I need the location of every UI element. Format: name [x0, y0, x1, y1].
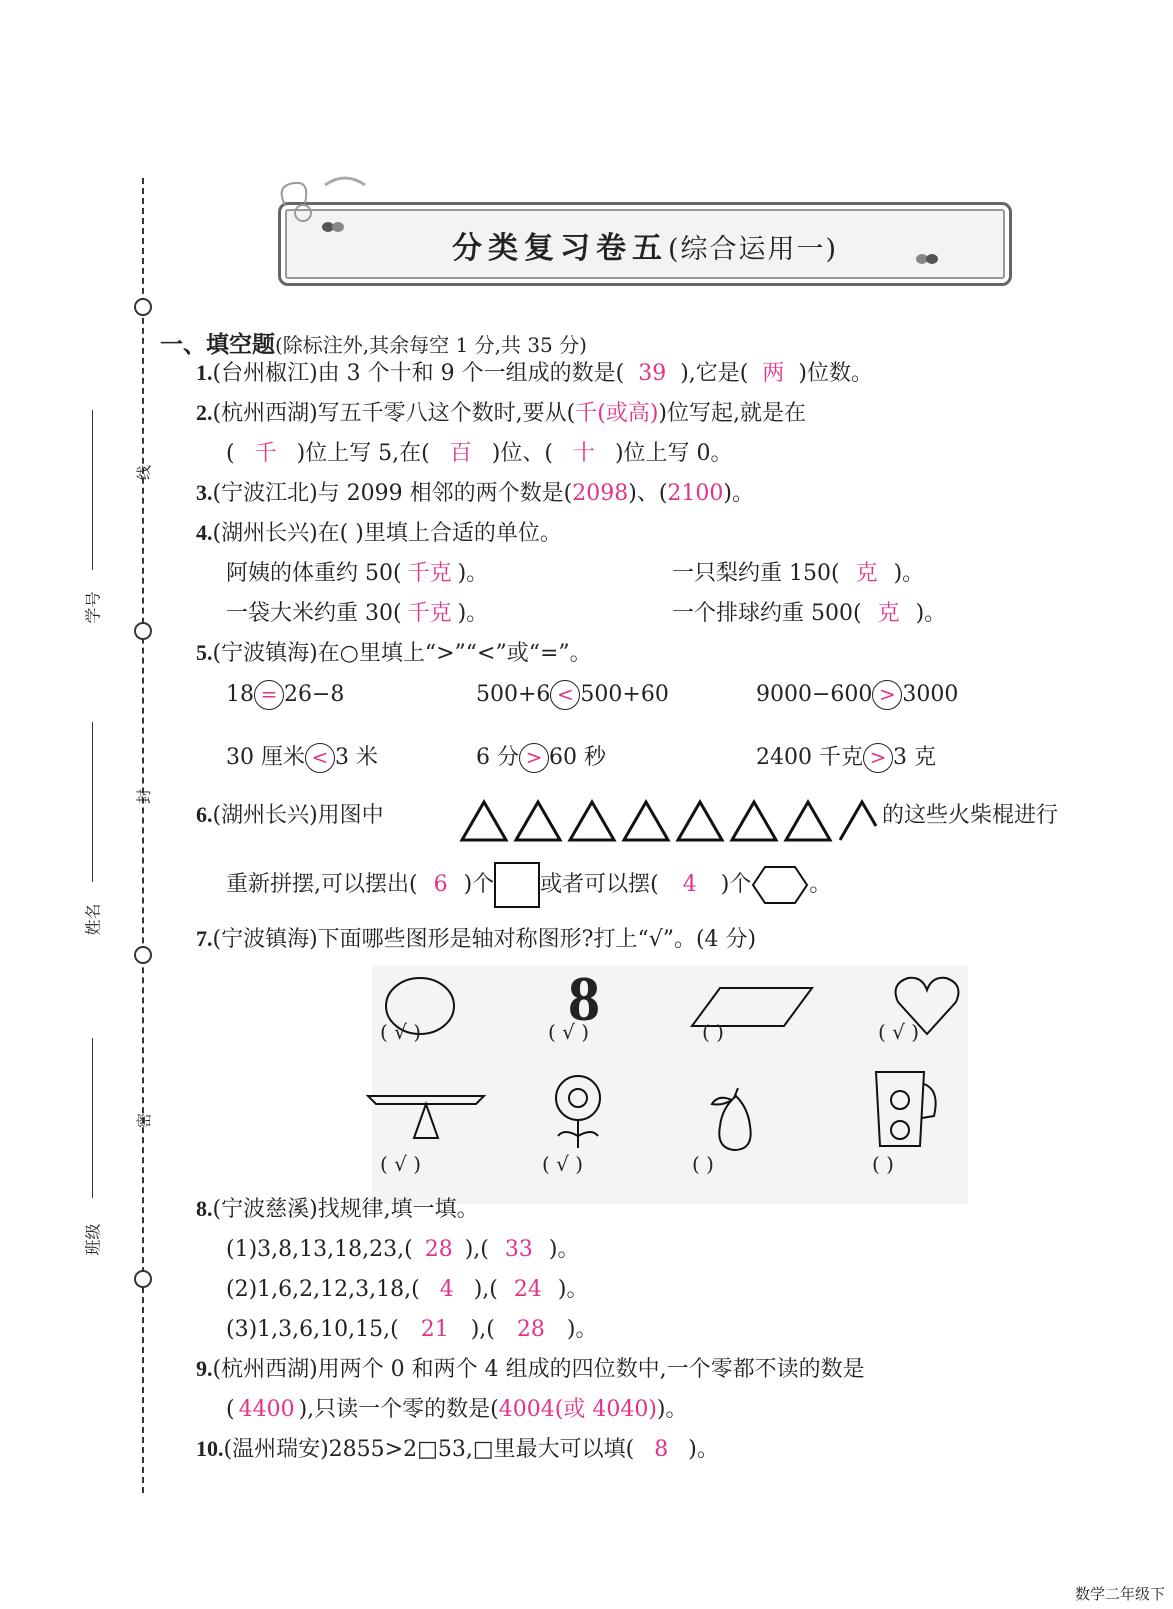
- question-6-line2: 重新拼摆,可以摆出( 6 )个 或者可以摆( 4 )个 。: [226, 862, 831, 908]
- question-8: 8.(宁波慈溪)找规律,填一填。: [196, 1196, 479, 1222]
- question-8-part-1: (1)3,8,13,18,23,( 28 ),( 33 )。: [226, 1237, 580, 1262]
- question-5: 5.(宁波镇海)在○里填上“>”“<”或“=”。: [196, 640, 592, 666]
- question-8-part-3: (3)1,3,6,10,15,( 21 ),( 28 )。: [226, 1317, 598, 1342]
- id-label: 学号: [83, 591, 103, 624]
- hexagon-icon: [751, 865, 809, 905]
- page-title: 分类复习卷五(综合运用一): [451, 231, 839, 266]
- binding-hole: [134, 946, 152, 964]
- compare-item: 30 厘米 < 3 米: [226, 740, 378, 773]
- check-mark-1: ( √ ): [380, 1020, 422, 1044]
- class-underline: [92, 1038, 93, 1198]
- question-1: 1.(台州椒江)由 3 个十和 9 个一组成的数是( 39 ),它是( 两 )位数。: [196, 360, 873, 386]
- binding-line: [142, 178, 144, 1493]
- square-icon: [494, 862, 540, 908]
- check-mark-7: ( ): [692, 1152, 714, 1176]
- compare-item: 6 分 > 60 秒: [476, 740, 606, 773]
- shapes-panel: [372, 963, 968, 1204]
- binding-hole: [134, 298, 152, 316]
- question-4-item-2: 一只梨约重 150( 克 )。: [672, 561, 925, 586]
- check-mark-2: ( √ ): [548, 1020, 590, 1044]
- name-label: 姓名: [83, 903, 103, 936]
- check-mark-6: ( √ ): [542, 1152, 584, 1176]
- bind-char-mi: 密: [135, 1112, 154, 1129]
- seesaw-shape-icon: [366, 1092, 486, 1142]
- question-2-line2: ( 千 )位上写 5,在( 百 )位、( 十 )位上写 0。: [226, 441, 733, 466]
- check-mark-3: ( ): [702, 1020, 724, 1044]
- question-8-part-2: (2)1,6,2,12,3,18,( 4 ),( 24 )。: [226, 1277, 589, 1302]
- section-title: 一、填空题(除标注外,其余每空 1 分,共 35 分): [160, 331, 587, 358]
- compare-item: 18 = 26−8: [226, 680, 344, 710]
- question-7: 7.(宁波镇海)下面哪些图形是轴对称图形?打上“√”。(4 分): [196, 926, 757, 952]
- binding-hole: [134, 1270, 152, 1288]
- question-6-tail: 的这些火柴棍进行: [882, 803, 1059, 828]
- bind-char-xian: 线: [135, 464, 154, 481]
- binding-hole: [134, 622, 152, 640]
- title-banner: [278, 202, 1012, 286]
- check-mark-8: ( ): [872, 1152, 894, 1176]
- question-4-item-3: 一袋大米约重 30( 千克 )。: [226, 601, 489, 626]
- question-4-item-1: 阿姨的体重约 50( 千克 )。: [226, 561, 489, 586]
- id-underline: [92, 410, 93, 570]
- question-9-line2: ( 4400 ),只读一个零的数是(4004(或 4040))。: [226, 1397, 688, 1422]
- class-label: 班级: [83, 1223, 103, 1256]
- question-3: 3.(宁波江北)与 2099 相邻的两个数是(2098)、(2100)。: [196, 480, 754, 506]
- question-4: 4.(湖州长兴)在( )里填上合适的单位。: [196, 520, 562, 546]
- footer-label: 数学二年级下: [1074, 1585, 1165, 1603]
- question-6: 6.(湖州长兴)用图中: [196, 802, 384, 828]
- pear-shape-icon: [704, 1086, 764, 1156]
- check-mark-5: ( √ ): [380, 1152, 422, 1176]
- compare-item: 9000−600 > 3000: [756, 680, 958, 710]
- flower-shape-icon: [546, 1070, 610, 1150]
- bind-char-feng: 封: [135, 788, 154, 805]
- digit-eight-shape: 8: [568, 963, 600, 1034]
- question-2: 2.(杭州西湖)写五千零八这个数时,要从(千(或高))位写起,就是在: [196, 400, 806, 426]
- water-jug-shape-icon: [868, 1066, 944, 1152]
- question-9: 9.(杭州西湖)用两个 0 和两个 4 组成的四位数中,一个零都不读的数是: [196, 1356, 865, 1382]
- question-10: 10.(温州瑞安)2855>2□53,□里最大可以填( 8 )。: [196, 1436, 719, 1462]
- matchstick-triangles-icon: [458, 796, 878, 846]
- compare-item: 2400 千克 > 3 克: [756, 740, 936, 773]
- check-mark-4: ( √ ): [878, 1020, 920, 1044]
- question-4-item-4: 一个排球约重 500( 克 )。: [672, 601, 947, 626]
- compare-item: 500+6 < 500+60: [476, 680, 669, 710]
- name-underline: [92, 722, 93, 882]
